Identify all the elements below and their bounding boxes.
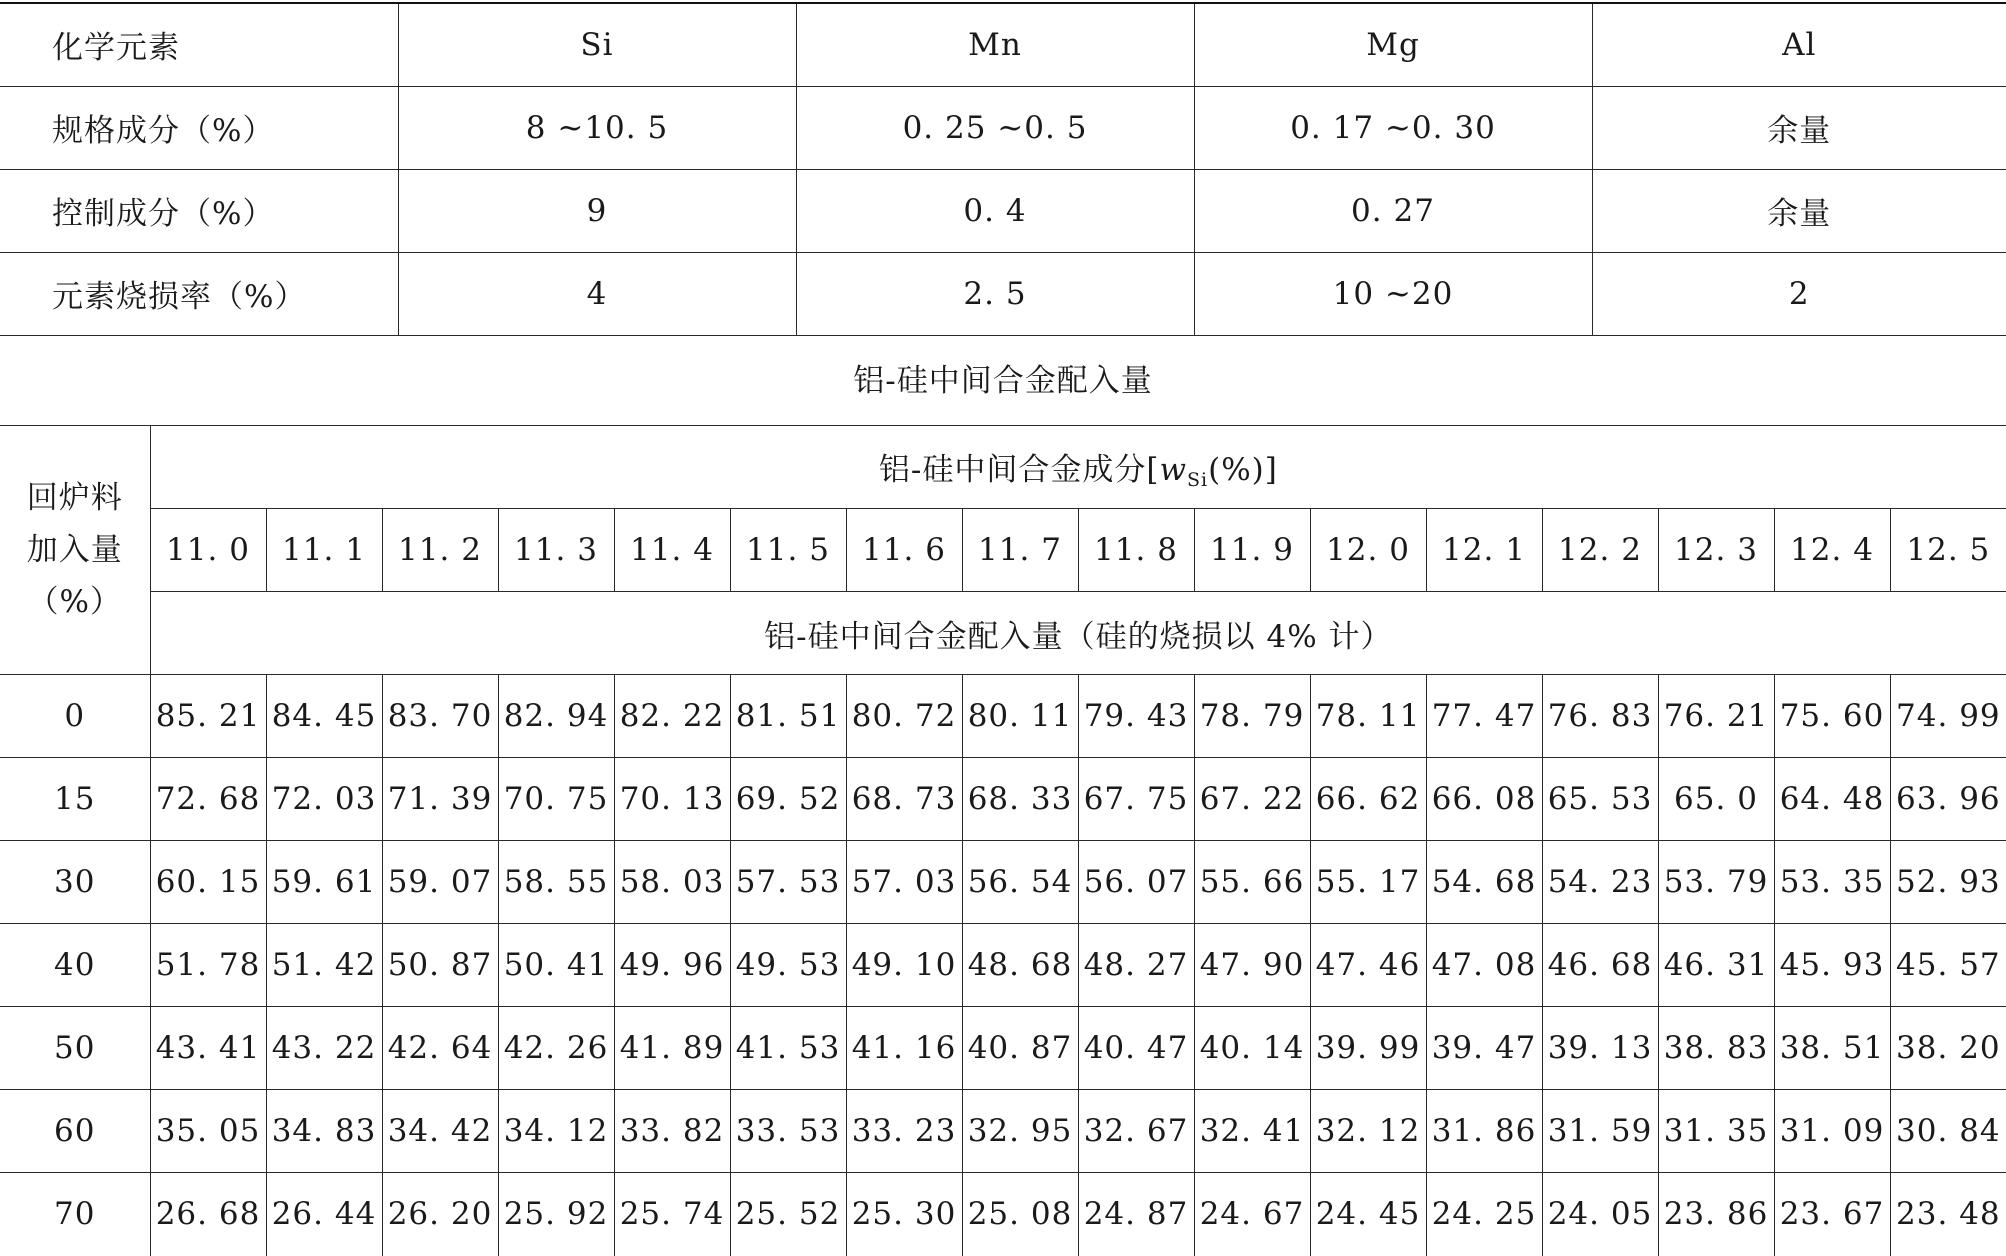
si-composition-header-var: w [1159, 451, 1187, 488]
table-cell: 25. 08 [962, 1173, 1078, 1256]
table-cell: 60. 15 [150, 841, 266, 924]
table-cell: 71. 39 [382, 758, 498, 841]
table-cell: 81. 51 [730, 675, 846, 758]
table-cell: 82. 22 [614, 675, 730, 758]
table-cell: 77. 47 [1426, 675, 1542, 758]
recycle-amount-cell: 40 [0, 924, 150, 1007]
table-cell: 70. 13 [614, 758, 730, 841]
table-cell: 63. 96 [1890, 758, 2006, 841]
table-cell: 31. 86 [1426, 1090, 1542, 1173]
table-row [0, 841, 2006, 924]
spec-composition-row [0, 86, 2006, 169]
table-cell: 9 [398, 169, 796, 252]
table-cell: 31. 59 [1542, 1090, 1658, 1173]
table-cell: 42. 26 [498, 1007, 614, 1090]
table-cell: 65. 0 [1658, 758, 1774, 841]
table-cell: 40. 47 [1078, 1007, 1194, 1090]
si-level-header: 12. 5 [1890, 509, 2006, 592]
recycle-header-line: （%） [27, 584, 122, 620]
table-cell: 26. 20 [382, 1173, 498, 1256]
table-cell: 70. 75 [498, 758, 614, 841]
table-cell: 79. 43 [1078, 675, 1194, 758]
alloy-amount-header: 铝-硅中间合金配入量（硅的烧损以 4% 计） [150, 592, 2006, 675]
table-row [0, 1173, 2006, 1256]
table-cell: 64. 48 [1774, 758, 1890, 841]
table-cell: 59. 07 [382, 841, 498, 924]
table-cell: 80. 72 [846, 675, 962, 758]
table-cell: 78. 11 [1310, 675, 1426, 758]
table-cell: 25. 74 [614, 1173, 730, 1256]
table-cell: 31. 09 [1774, 1090, 1890, 1173]
table-cell: 33. 53 [730, 1090, 846, 1173]
table-cell: 50. 87 [382, 924, 498, 1007]
burn-loss-row [0, 252, 2006, 335]
si-composition-header-sub: Si [1187, 468, 1209, 491]
table-cell: 32. 95 [962, 1090, 1078, 1173]
table-cell: 59. 61 [266, 841, 382, 924]
si-level-header: 11. 0 [150, 509, 266, 592]
table-cell: 54. 68 [1426, 841, 1542, 924]
table-cell: 47. 90 [1194, 924, 1310, 1007]
table-cell: 33. 23 [846, 1090, 962, 1173]
amount-header-row [0, 592, 2006, 675]
table-cell: 46. 31 [1658, 924, 1774, 1007]
table-cell: 23. 67 [1774, 1173, 1890, 1256]
table-cell: 83. 70 [382, 675, 498, 758]
table-cell: 25. 30 [846, 1173, 962, 1256]
table-cell: 33. 82 [614, 1090, 730, 1173]
table-cell: 余量 [1592, 169, 2006, 252]
table-cell: 35. 05 [150, 1090, 266, 1173]
table-cell: 10 ~20 [1194, 252, 1592, 335]
composition-header-row [0, 426, 2006, 509]
table-cell: 67. 22 [1194, 758, 1310, 841]
si-level-header: 11. 9 [1194, 509, 1310, 592]
section-title: 铝-硅中间合金配入量 [853, 363, 1153, 399]
recycle-header-line: 加入量 [26, 532, 123, 568]
recycle-amount-cell: 60 [0, 1090, 150, 1173]
table-cell: 31. 35 [1658, 1090, 1774, 1173]
table-cell: 72. 68 [150, 758, 266, 841]
table-cell: 0. 17 ~0. 30 [1194, 86, 1592, 169]
table-cell: 50. 41 [498, 924, 614, 1007]
element-header-mn: Mn [796, 3, 1194, 86]
table-cell: 85. 21 [150, 675, 266, 758]
composition-header-row [0, 3, 2006, 86]
table-cell: 49. 96 [614, 924, 730, 1007]
table-cell: 23. 86 [1658, 1173, 1774, 1256]
si-level-header: 12. 3 [1658, 509, 1774, 592]
table-cell: 38. 83 [1658, 1007, 1774, 1090]
si-level-header: 11. 3 [498, 509, 614, 592]
si-level-header: 11. 6 [846, 509, 962, 592]
table-cell: 58. 03 [614, 841, 730, 924]
table-row [0, 758, 2006, 841]
table-cell: 41. 89 [614, 1007, 730, 1090]
table-cell: 2. 5 [796, 252, 1194, 335]
table-cell: 0. 25 ~0. 5 [796, 86, 1194, 169]
table-cell: 2 [1592, 252, 2006, 335]
table-cell: 39. 99 [1310, 1007, 1426, 1090]
table-cell: 24. 45 [1310, 1173, 1426, 1256]
table-cell: 51. 78 [150, 924, 266, 1007]
table-cell: 55. 66 [1194, 841, 1310, 924]
row-label: 控制成分（%） [0, 169, 398, 252]
table-cell: 66. 08 [1426, 758, 1542, 841]
table-row [0, 1090, 2006, 1173]
table-cell: 40. 87 [962, 1007, 1078, 1090]
table-cell: 39. 13 [1542, 1007, 1658, 1090]
table-cell: 25. 52 [730, 1173, 846, 1256]
table-cell: 47. 46 [1310, 924, 1426, 1007]
table-cell: 0. 27 [1194, 169, 1592, 252]
table-cell: 75. 60 [1774, 675, 1890, 758]
table-cell: 24. 67 [1194, 1173, 1310, 1256]
table-cell: 53. 79 [1658, 841, 1774, 924]
table-cell: 49. 53 [730, 924, 846, 1007]
table-cell: 78. 79 [1194, 675, 1310, 758]
table-cell: 57. 03 [846, 841, 962, 924]
table-cell: 32. 67 [1078, 1090, 1194, 1173]
recycle-amount-header [0, 426, 150, 675]
table-cell: 34. 12 [498, 1090, 614, 1173]
table-cell: 45. 57 [1890, 924, 2006, 1007]
element-header-label: 化学元素 [0, 3, 398, 86]
si-composition-header-prefix: 铝-硅中间合金成分[ [878, 451, 1160, 488]
si-level-header: 11. 7 [962, 509, 1078, 592]
si-level-header: 12. 0 [1310, 509, 1426, 592]
table-cell: 43. 41 [150, 1007, 266, 1090]
table-cell: 43. 22 [266, 1007, 382, 1090]
table-cell: 48. 68 [962, 924, 1078, 1007]
table-cell: 74. 99 [1890, 675, 2006, 758]
table-cell: 51. 42 [266, 924, 382, 1007]
table-row [0, 675, 2006, 758]
table-cell: 72. 03 [266, 758, 382, 841]
table-cell: 4 [398, 252, 796, 335]
table-cell: 68. 73 [846, 758, 962, 841]
row-label: 规格成分（%） [0, 86, 398, 169]
si-level-header: 12. 1 [1426, 509, 1542, 592]
table-cell: 34. 83 [266, 1090, 382, 1173]
table-cell: 39. 47 [1426, 1007, 1542, 1090]
si-level-header: 11. 8 [1078, 509, 1194, 592]
si-level-header: 11. 5 [730, 509, 846, 592]
table-cell: 38. 20 [1890, 1007, 2006, 1090]
table-cell: 69. 52 [730, 758, 846, 841]
si-level-header: 11. 2 [382, 509, 498, 592]
table-cell: 40. 14 [1194, 1007, 1310, 1090]
si-levels-row [0, 509, 2006, 592]
table-cell: 34. 42 [382, 1090, 498, 1173]
table-cell: 76. 21 [1658, 675, 1774, 758]
recycle-amount-cell: 15 [0, 758, 150, 841]
table-cell: 55. 17 [1310, 841, 1426, 924]
table-cell: 42. 64 [382, 1007, 498, 1090]
table-cell: 65. 53 [1542, 758, 1658, 841]
table-cell: 26. 44 [266, 1173, 382, 1256]
table-cell: 58. 55 [498, 841, 614, 924]
table-cell: 41. 16 [846, 1007, 962, 1090]
table-cell: 24. 87 [1078, 1173, 1194, 1256]
table-cell: 41. 53 [730, 1007, 846, 1090]
table-cell: 80. 11 [962, 675, 1078, 758]
table-cell: 57. 53 [730, 841, 846, 924]
table-cell: 54. 23 [1542, 841, 1658, 924]
si-level-header: 11. 1 [266, 509, 382, 592]
table-cell: 67. 75 [1078, 758, 1194, 841]
element-header-mg: Mg [1194, 3, 1592, 86]
table-row [0, 1007, 2006, 1090]
row-label: 元素烧损率（%） [0, 252, 398, 335]
recycle-amount-cell: 30 [0, 841, 150, 924]
table-cell: 84. 45 [266, 675, 382, 758]
table-cell: 47. 08 [1426, 924, 1542, 1007]
control-composition-row [0, 169, 2006, 252]
table-cell: 49. 10 [846, 924, 962, 1007]
table-cell: 82. 94 [498, 675, 614, 758]
table-cell: 53. 35 [1774, 841, 1890, 924]
table-cell: 68. 33 [962, 758, 1078, 841]
table-cell: 45. 93 [1774, 924, 1890, 1007]
table-cell: 66. 62 [1310, 758, 1426, 841]
table-cell: 24. 05 [1542, 1173, 1658, 1256]
table-cell: 余量 [1592, 86, 2006, 169]
recycle-header-line: 回炉料 [26, 480, 123, 516]
table-cell: 24. 25 [1426, 1173, 1542, 1256]
composition-table [0, 2, 2006, 336]
table-cell: 56. 07 [1078, 841, 1194, 924]
table-cell: 23. 48 [1890, 1173, 2006, 1256]
table-cell: 32. 12 [1310, 1090, 1426, 1173]
si-level-header: 12. 2 [1542, 509, 1658, 592]
si-composition-header-suffix: (%)] [1208, 451, 1278, 488]
table-cell: 76. 83 [1542, 675, 1658, 758]
table-cell: 25. 92 [498, 1173, 614, 1256]
table-cell: 32. 41 [1194, 1090, 1310, 1173]
recycle-amount-cell: 70 [0, 1173, 150, 1256]
recycle-amount-cell: 0 [0, 675, 150, 758]
si-level-header: 11. 4 [614, 509, 730, 592]
si-level-header: 12. 4 [1774, 509, 1890, 592]
table-cell: 8 ~10. 5 [398, 86, 796, 169]
si-composition-header [150, 426, 2006, 509]
table-cell: 52. 93 [1890, 841, 2006, 924]
recycle-amount-cell: 50 [0, 1007, 150, 1090]
table-cell: 30. 84 [1890, 1090, 2006, 1173]
table-cell: 26. 68 [150, 1173, 266, 1256]
element-header-al: Al [1592, 3, 2006, 86]
table-row [0, 924, 2006, 1007]
table-cell: 38. 51 [1774, 1007, 1890, 1090]
table-cell: 0. 4 [796, 169, 1194, 252]
table-cell: 46. 68 [1542, 924, 1658, 1007]
table-cell: 56. 54 [962, 841, 1078, 924]
table-cell: 48. 27 [1078, 924, 1194, 1007]
element-header-si: Si [398, 3, 796, 86]
alloy-amount-table [0, 425, 2006, 1256]
